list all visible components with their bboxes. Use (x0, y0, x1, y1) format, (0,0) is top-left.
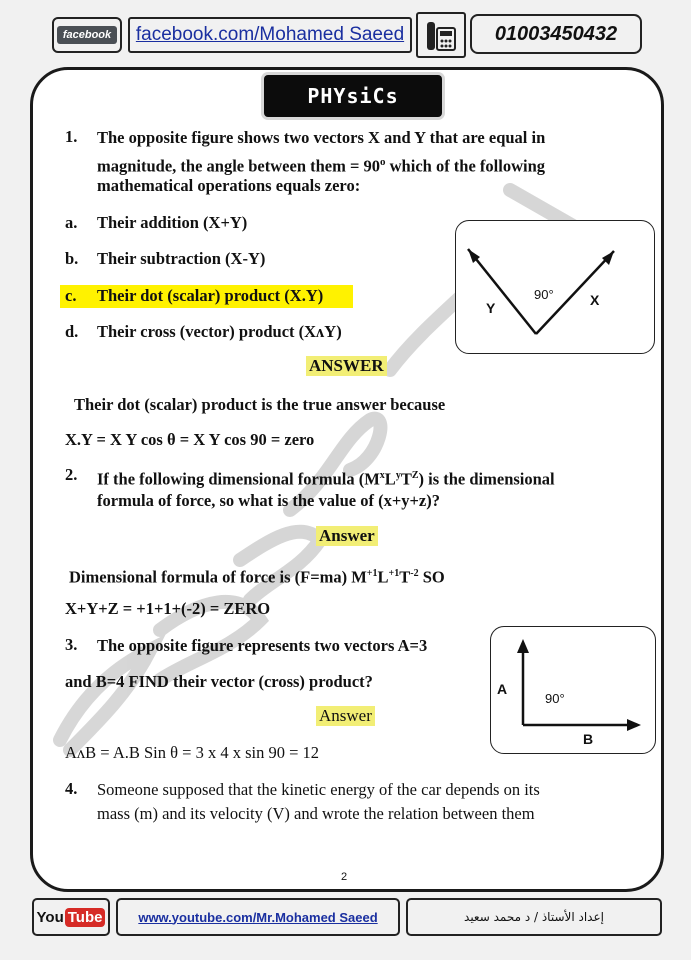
q3-number: 3. (65, 635, 78, 654)
q3-answer-label: Answer (316, 706, 375, 726)
q2-line-2: formula of force, so what is the value of (x+y+z)? (97, 491, 440, 510)
q2-ans-sup-1: +1 (366, 568, 378, 579)
author-credit-box (406, 898, 662, 936)
author-credit: إعداد الأستاذ / د محمد سعيد (464, 910, 604, 924)
q1-answer-label: ANSWER (306, 356, 387, 376)
q1-option-c-letter: c. (65, 286, 77, 305)
q1-option-a: Their addition (X+Y) (97, 213, 248, 232)
q1-vector-figure (455, 220, 655, 354)
q2-answer-line-1 (69, 562, 445, 590)
phone-number-box (470, 14, 642, 54)
q2-number: 2. (65, 465, 78, 484)
q1-number: 1. (65, 127, 78, 146)
q2-sup-z: Z (411, 470, 419, 481)
youtube-badge[interactable] (32, 898, 110, 936)
youtube-badge-tube: Tube (65, 908, 106, 927)
q1-answer-line-2: X.Y = X Y cos θ = X Y cos 90 = zero (65, 430, 315, 449)
phone-icon (416, 12, 466, 58)
q1-line-2-pre: magnitude, the angle between them = 90 (97, 156, 381, 176)
q3-line-2: and B=4 FIND their vector (cross) product? (65, 672, 373, 691)
q3-vector-diagram (491, 627, 654, 752)
youtube-link[interactable] (116, 898, 400, 936)
page-number: 2 (341, 871, 348, 883)
q1-option-d-letter: d. (65, 322, 79, 341)
q1-line-2-post: which of the following (385, 156, 546, 176)
q4-number: 4. (65, 779, 78, 798)
q2-ans-pre: Dimensional formula of force is (F=ma) M (69, 567, 367, 587)
q1-line-1: The opposite figure shows two vectors X and Y that are equal in (97, 128, 546, 147)
q2-t: T (400, 469, 412, 489)
q3-figure-label-b: B (583, 731, 594, 747)
q3-answer: AʌB = A.B Sin θ = 3 x 4 x sin 90 = 12 (65, 743, 320, 762)
q2-ans-sup-2: +1 (388, 568, 400, 579)
facebook-link-text[interactable]: facebook.com/Mohamed Saeed (135, 24, 405, 45)
q2-sup-y: y (395, 470, 401, 481)
subject-title: PHYsiCs (307, 84, 399, 108)
q2-ans-t: T (399, 567, 411, 587)
facebook-badge[interactable] (52, 17, 122, 53)
facebook-badge-label: facebook (57, 26, 117, 44)
q1-figure-angle: 90° (534, 287, 554, 302)
q3-vector-figure (490, 626, 656, 754)
q3-line-1: The opposite figure represents two vectors A=3 (97, 636, 428, 655)
q1-figure-label-y: Y (486, 300, 496, 316)
q1-answer-line-1: Their dot (scalar) product is the true answer because (74, 395, 446, 414)
q1-degree-sup: o (380, 156, 386, 168)
q1-option-a-letter: a. (65, 213, 78, 232)
q2-ans-sup-3: -2 (410, 568, 419, 579)
q3-figure-label-a: A (497, 681, 508, 697)
q1-vector-diagram (456, 221, 653, 352)
q2-line-1 (97, 464, 555, 492)
q1-figure-label-x: X (590, 292, 600, 308)
q4-line-1: Someone supposed that the kinetic energy of the car depends on its (97, 780, 540, 799)
q1-option-b-letter: b. (65, 249, 79, 268)
youtube-badge-you: You (36, 908, 64, 926)
q1-line-3: mathematical operations equals zero: (97, 176, 361, 195)
facebook-link[interactable] (128, 17, 412, 53)
q2-answer-line-2: X+Y+Z = +1+1+(-2) = ZERO (65, 599, 271, 618)
q2-l: L (384, 469, 396, 489)
q2-ans-post: SO (418, 567, 445, 587)
subject-title-box (264, 75, 442, 117)
q2-line-1-post: ) is the dimensional (418, 469, 555, 489)
q2-line-1-pre: If the following dimensional formula (M (97, 469, 380, 489)
youtube-link-text[interactable]: www.youtube.com/Mr.Mohamed Saeed (138, 909, 378, 925)
q3-figure-angle: 90° (545, 691, 565, 706)
q2-ans-l: L (377, 567, 389, 587)
q2-answer-label: Answer (316, 526, 378, 546)
q4-line-2: mass (m) and its velocity (V) and wrote the relation between them (97, 804, 535, 823)
q2-sup-x: x (379, 470, 385, 481)
q1-option-c: Their dot (scalar) product (X.Y) (97, 286, 324, 305)
q1-option-d: Their cross (vector) product (XʌY) (97, 322, 342, 341)
phone-number: 01003450432 (494, 22, 618, 45)
q1-option-b: Their subtraction (X-Y) (97, 249, 266, 268)
